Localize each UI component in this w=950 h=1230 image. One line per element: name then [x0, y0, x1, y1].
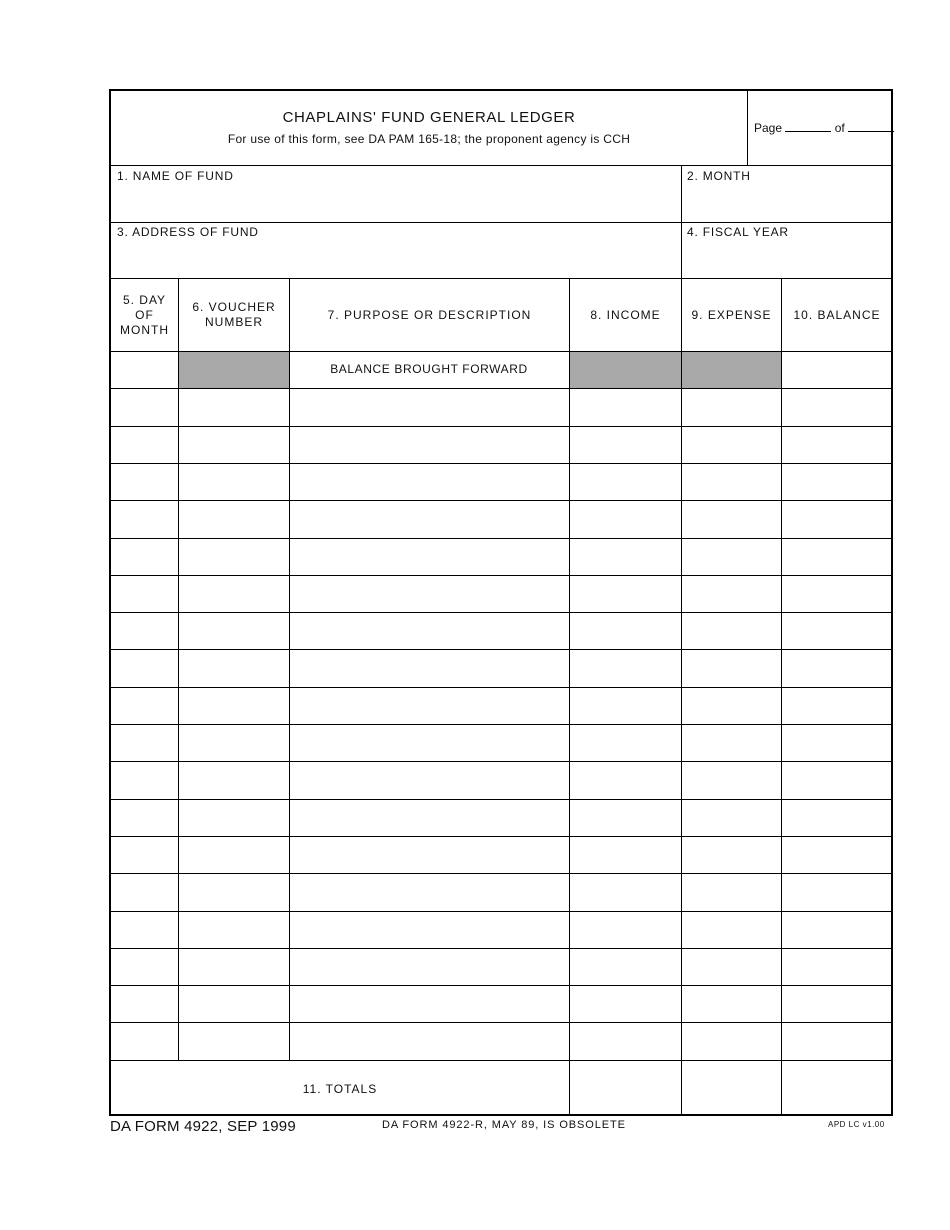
- row-rule: [111, 351, 891, 352]
- day-cell[interactable]: [111, 800, 178, 836]
- expense-cell[interactable]: [682, 725, 781, 761]
- form-title: CHAPLAINS' FUND GENERAL LEDGER: [282, 109, 576, 126]
- day-cell[interactable]: [111, 874, 178, 910]
- page-label: Page: [754, 121, 783, 135]
- income-cell[interactable]: [570, 464, 681, 500]
- purpose-cell[interactable]: [290, 389, 569, 425]
- col-purpose-header: 7. PURPOSE OR DESCRIPTION: [327, 307, 532, 322]
- expense-cell[interactable]: [682, 1023, 781, 1059]
- col-income-header: 8. INCOME: [590, 307, 661, 322]
- col-expense-header: 9. EXPENSE: [691, 307, 772, 322]
- purpose-cell[interactable]: [290, 464, 569, 500]
- purpose-cell[interactable]: [290, 539, 569, 575]
- expense-cell[interactable]: [682, 949, 781, 985]
- balance-cell[interactable]: [782, 949, 891, 985]
- income-cell[interactable]: [570, 427, 681, 463]
- voucher-cell[interactable]: [179, 389, 289, 425]
- voucher-cell[interactable]: [179, 912, 289, 948]
- balance-cell[interactable]: [782, 539, 891, 575]
- expense-cell[interactable]: [682, 986, 781, 1022]
- income-cell[interactable]: [570, 688, 681, 724]
- income-cell[interactable]: [570, 912, 681, 948]
- name-of-fund-label: 1. NAME OF FUND: [117, 169, 234, 183]
- shaded-voucher-cell: [179, 352, 289, 388]
- shaded-income-expense-cells: [570, 352, 781, 388]
- balance-cell[interactable]: [782, 650, 891, 686]
- balance-cell[interactable]: [782, 576, 891, 612]
- address-of-fund-label: 3. ADDRESS OF FUND: [117, 225, 259, 239]
- voucher-cell[interactable]: [179, 613, 289, 649]
- col-day-header: 5. DAY OF MONTH: [120, 292, 169, 337]
- balance-cell[interactable]: [782, 725, 891, 761]
- income-cell[interactable]: [570, 800, 681, 836]
- page-number-field[interactable]: [785, 119, 831, 132]
- income-cell[interactable]: [570, 613, 681, 649]
- balance-cell[interactable]: [782, 800, 891, 836]
- day-cell[interactable]: [111, 725, 178, 761]
- day-cell[interactable]: [111, 949, 178, 985]
- income-cell[interactable]: [570, 949, 681, 985]
- voucher-cell[interactable]: [179, 837, 289, 873]
- header-bottom-rule: [111, 165, 891, 166]
- voucher-cell[interactable]: [179, 650, 289, 686]
- purpose-cell[interactable]: [290, 725, 569, 761]
- purpose-cell[interactable]: [290, 837, 569, 873]
- balance-cell[interactable]: [782, 1023, 891, 1059]
- balance-cell[interactable]: [782, 912, 891, 948]
- fields-mid-rule: [111, 222, 891, 223]
- day-cell[interactable]: [111, 501, 178, 537]
- day-cell[interactable]: [111, 837, 178, 873]
- income-cell[interactable]: [570, 762, 681, 798]
- income-cell[interactable]: [570, 837, 681, 873]
- balance-cell[interactable]: [782, 613, 891, 649]
- fiscal-year-label: 4. FISCAL YEAR: [687, 225, 789, 239]
- voucher-cell[interactable]: [179, 464, 289, 500]
- voucher-cell[interactable]: [179, 725, 289, 761]
- day-cell[interactable]: [111, 539, 178, 575]
- version-tag: APD LC v1.00: [828, 1120, 885, 1129]
- day-cell[interactable]: [111, 1023, 178, 1059]
- voucher-cell[interactable]: [179, 874, 289, 910]
- income-cell[interactable]: [570, 389, 681, 425]
- obsolete-note: DA FORM 4922-R, MAY 89, IS OBSOLETE: [382, 1119, 626, 1131]
- of-label: of: [834, 121, 845, 135]
- income-cell[interactable]: [570, 539, 681, 575]
- income-cell[interactable]: [570, 576, 681, 612]
- purpose-cell[interactable]: [290, 688, 569, 724]
- income-cell[interactable]: [570, 650, 681, 686]
- day-cell[interactable]: [111, 986, 178, 1022]
- expense-cell[interactable]: [682, 576, 781, 612]
- purpose-cell[interactable]: [290, 1023, 569, 1059]
- balance-brought-forward-label: BALANCE BROUGHT FORWARD: [330, 362, 528, 376]
- voucher-cell[interactable]: [179, 800, 289, 836]
- day-cell[interactable]: [111, 427, 178, 463]
- day-cell[interactable]: [111, 912, 178, 948]
- totals-label: 11. TOTALS: [302, 1081, 378, 1096]
- col-voucher-header: 6. VOUCHER NUMBER: [192, 300, 276, 329]
- day-cell[interactable]: [111, 762, 178, 798]
- voucher-cell[interactable]: [179, 427, 289, 463]
- day-cell[interactable]: [111, 389, 178, 425]
- purpose-cell[interactable]: [290, 427, 569, 463]
- voucher-cell[interactable]: [179, 576, 289, 612]
- expense-cell[interactable]: [682, 501, 781, 537]
- purpose-cell[interactable]: [290, 501, 569, 537]
- expense-cell[interactable]: [682, 912, 781, 948]
- page-counter: [754, 119, 894, 135]
- balance-cell[interactable]: [782, 837, 891, 873]
- purpose-cell[interactable]: [290, 576, 569, 612]
- expense-cell[interactable]: [682, 762, 781, 798]
- purpose-cell[interactable]: [290, 762, 569, 798]
- day-cell[interactable]: [111, 576, 178, 612]
- purpose-cell[interactable]: [290, 912, 569, 948]
- page-total-field[interactable]: [848, 119, 894, 132]
- balance-cell[interactable]: [782, 389, 891, 425]
- voucher-cell[interactable]: [179, 501, 289, 537]
- expense-cell[interactable]: [682, 539, 781, 575]
- purpose-cell[interactable]: [290, 613, 569, 649]
- header-divider: [747, 91, 748, 165]
- balance-cell[interactable]: [782, 501, 891, 537]
- day-cell[interactable]: [111, 613, 178, 649]
- income-cell[interactable]: [570, 874, 681, 910]
- expense-cell[interactable]: [682, 389, 781, 425]
- income-cell[interactable]: [570, 725, 681, 761]
- ledger-form: [109, 89, 893, 1116]
- voucher-cell[interactable]: [179, 1023, 289, 1059]
- purpose-cell[interactable]: [290, 650, 569, 686]
- expense-cell[interactable]: [682, 613, 781, 649]
- expense-cell[interactable]: [682, 837, 781, 873]
- voucher-cell[interactable]: [179, 688, 289, 724]
- form-subtitle: For use of this form, see DA PAM 165-18; the proponent agency is CCH: [227, 132, 631, 146]
- month-label: 2. MONTH: [687, 169, 751, 183]
- expense-cell[interactable]: [682, 688, 781, 724]
- balance-cell[interactable]: [782, 986, 891, 1022]
- balance-cell[interactable]: [782, 464, 891, 500]
- purpose-cell[interactable]: [290, 800, 569, 836]
- balance-cell[interactable]: [782, 874, 891, 910]
- day-cell[interactable]: [111, 688, 178, 724]
- voucher-cell[interactable]: [179, 539, 289, 575]
- income-cell[interactable]: [570, 501, 681, 537]
- fields-divider: [681, 165, 682, 278]
- income-cell[interactable]: [570, 1023, 681, 1059]
- balance-cell[interactable]: [782, 427, 891, 463]
- expense-cell[interactable]: [682, 800, 781, 836]
- expense-cell[interactable]: [682, 650, 781, 686]
- balance-cell[interactable]: [782, 688, 891, 724]
- purpose-cell[interactable]: [290, 874, 569, 910]
- col-balance-header: 10. BALANCE: [793, 307, 881, 322]
- day-cell[interactable]: [111, 464, 178, 500]
- balance-cell[interactable]: [782, 762, 891, 798]
- purpose-cell[interactable]: [290, 949, 569, 985]
- form-number: DA FORM 4922, SEP 1999: [110, 1118, 296, 1135]
- purpose-cell[interactable]: [290, 986, 569, 1022]
- income-cell[interactable]: [570, 986, 681, 1022]
- voucher-cell[interactable]: [179, 949, 289, 985]
- expense-cell[interactable]: [682, 874, 781, 910]
- day-cell[interactable]: [111, 650, 178, 686]
- voucher-cell[interactable]: [179, 986, 289, 1022]
- expense-cell[interactable]: [682, 464, 781, 500]
- voucher-cell[interactable]: [179, 762, 289, 798]
- expense-cell[interactable]: [682, 427, 781, 463]
